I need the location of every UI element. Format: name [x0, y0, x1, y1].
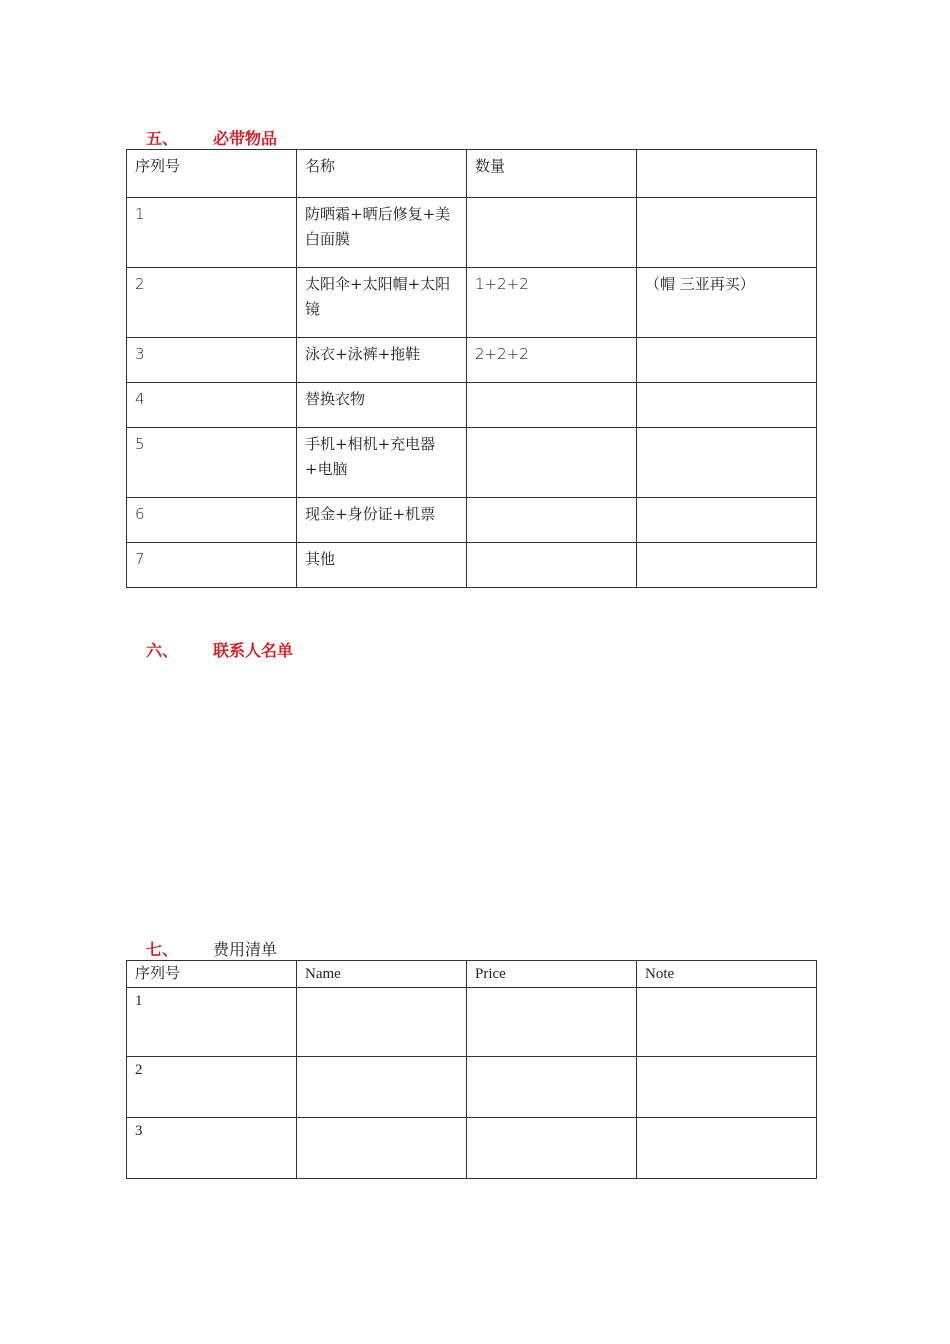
row-id: 5 — [127, 428, 297, 498]
row-id: 2 — [127, 268, 297, 338]
table-row — [127, 428, 817, 498]
row-qty: 2+2+2 — [467, 338, 637, 383]
table-row — [127, 338, 817, 383]
header-id: 序列号 — [127, 150, 297, 198]
row-id: 3 — [127, 338, 297, 383]
row-price — [467, 1118, 637, 1179]
essentials-table — [126, 149, 817, 588]
section-6-title: 联系人名单 — [213, 641, 294, 660]
row-note — [637, 543, 817, 588]
table-header-row — [127, 961, 817, 988]
row-name — [297, 1057, 467, 1118]
row-id: 1 — [127, 988, 297, 1057]
row-qty — [467, 383, 637, 428]
table-row — [127, 268, 817, 338]
section-5-number: 五、 — [146, 129, 179, 148]
header-name: 名称 — [297, 150, 467, 198]
row-name: 现金+身份证+机票 — [297, 498, 467, 543]
section-7-title: 费用清单 — [213, 940, 278, 959]
row-name: 其他 — [297, 543, 467, 588]
row-id: 4 — [127, 383, 297, 428]
header-qty: 数量 — [467, 150, 637, 198]
table-row — [127, 1118, 817, 1179]
row-id: 3 — [127, 1118, 297, 1179]
expense-table — [126, 960, 817, 1179]
section-7-number: 七、 — [146, 940, 179, 959]
row-qty — [467, 543, 637, 588]
table-row — [127, 988, 817, 1057]
header-note — [637, 150, 817, 198]
row-id: 7 — [127, 543, 297, 588]
row-note — [637, 383, 817, 428]
row-name: 替换衣物 — [297, 383, 467, 428]
header-id: 序列号 — [127, 961, 297, 988]
row-note — [637, 988, 817, 1057]
table-row — [127, 1057, 817, 1118]
row-note — [637, 498, 817, 543]
row-id: 6 — [127, 498, 297, 543]
row-name — [297, 1118, 467, 1179]
row-qty — [467, 428, 637, 498]
section-5-title: 必带物品 — [213, 129, 278, 148]
table-row — [127, 383, 817, 428]
table-row — [127, 543, 817, 588]
table-header-row — [127, 150, 817, 198]
row-name: 手机+相机+充电器+电脑 — [297, 428, 467, 498]
row-id: 2 — [127, 1057, 297, 1118]
row-note — [637, 1057, 817, 1118]
row-note: （帽 三亚再买） — [637, 268, 817, 338]
header-note: Note — [637, 961, 817, 988]
row-qty — [467, 498, 637, 543]
row-note — [637, 428, 817, 498]
row-note — [637, 1118, 817, 1179]
section-6-number: 六、 — [146, 641, 179, 660]
row-name — [297, 988, 467, 1057]
row-name: 防晒霜+晒后修复+美白面膜 — [297, 198, 467, 268]
table-row — [127, 498, 817, 543]
row-id: 1 — [127, 198, 297, 268]
row-note — [637, 338, 817, 383]
table-row — [127, 198, 817, 268]
row-qty: 1+2+2 — [467, 268, 637, 338]
header-price: Price — [467, 961, 637, 988]
row-name: 泳衣+泳裤+拖鞋 — [297, 338, 467, 383]
row-name: 太阳伞+太阳帽+太阳镜 — [297, 268, 467, 338]
row-note — [637, 198, 817, 268]
row-price — [467, 1057, 637, 1118]
row-price — [467, 988, 637, 1057]
row-qty — [467, 198, 637, 268]
header-name: Name — [297, 961, 467, 988]
